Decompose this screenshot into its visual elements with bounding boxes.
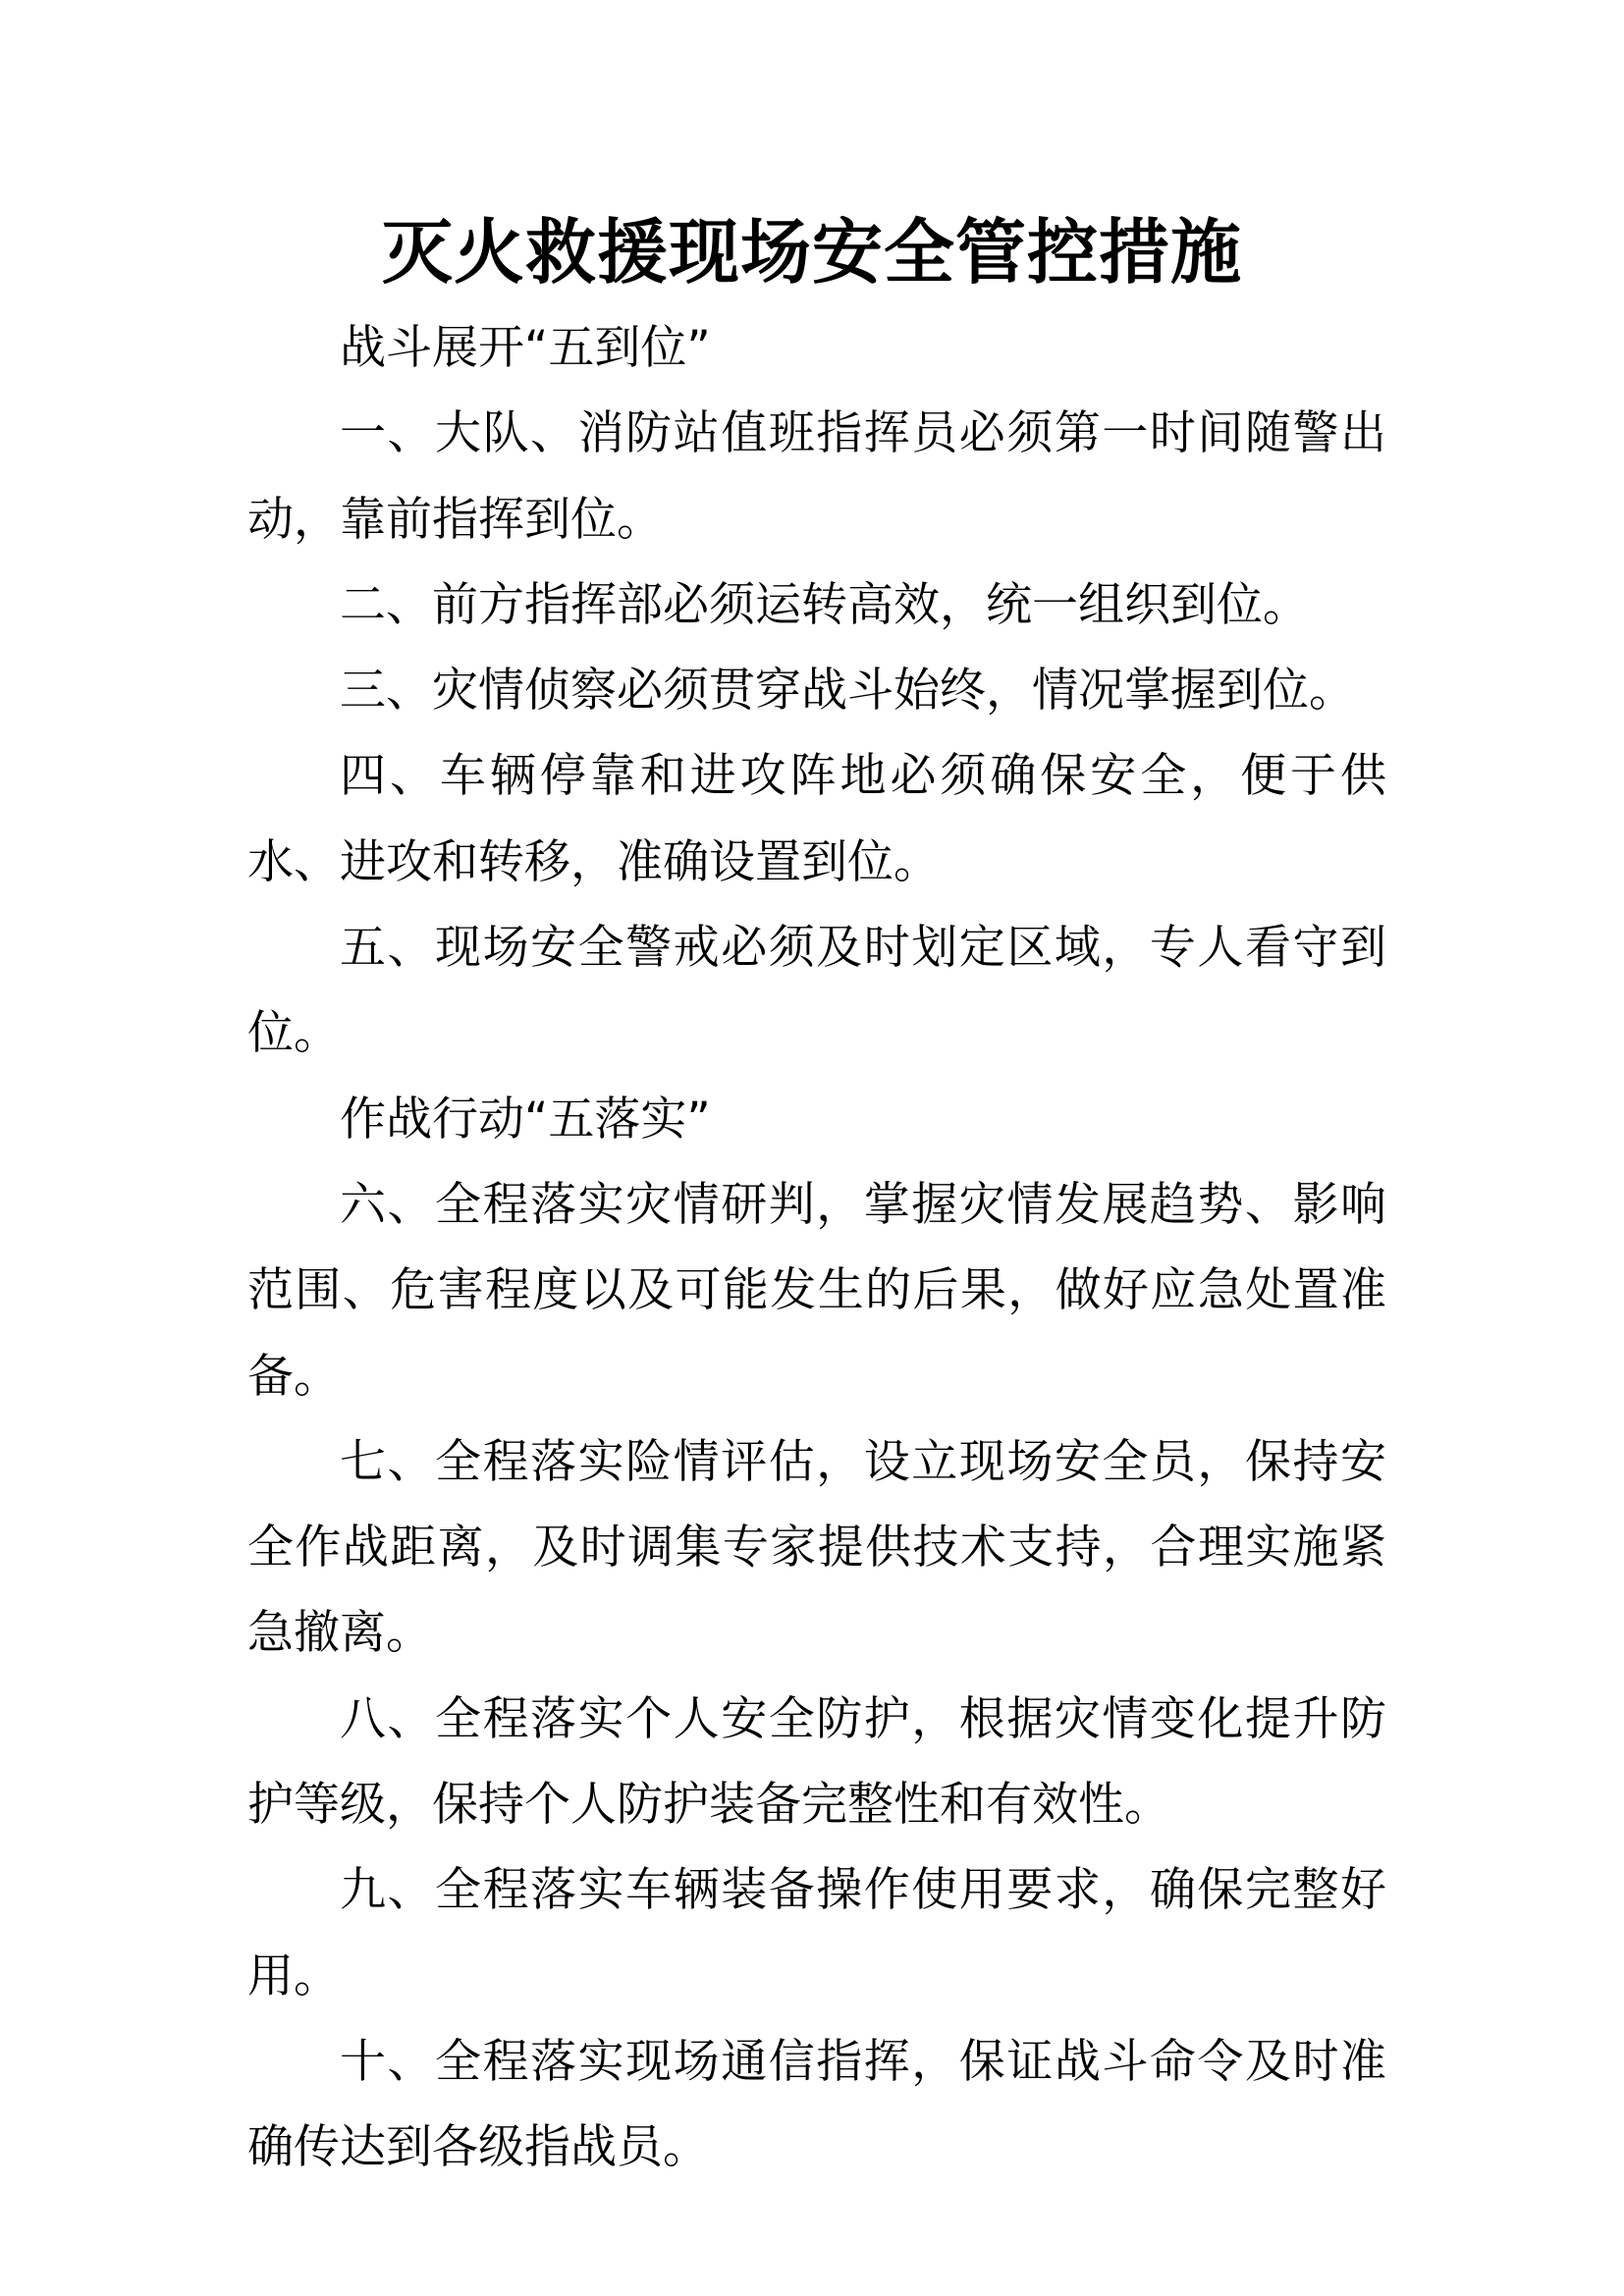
document-title: 灭火救援现场安全管控措施: [381, 211, 1242, 294]
paragraph: 十、全程落实现场通信指挥，保证战斗命令及时准确传达到各级指战员。: [247, 2034, 1386, 2175]
document-body: [247, 305, 1386, 2191]
paragraph: 二、前方指挥部必须运转高效，统一组织到位。: [340, 577, 1309, 632]
paragraph: 三、灾情侦察必须贯穿战斗始终，情况掌握到位。: [340, 664, 1355, 719]
paragraph: 五、现场安全警戒必须及时划定区域，专人看守到位。: [247, 921, 1386, 1061]
section-heading: 战斗展开“五到位”: [340, 321, 711, 375]
paragraph: 七、全程落实险情评估，设立现场安全员，保持安全作战距离，及时调集专家提供技术支持，合理实施紧急撤离。: [247, 1434, 1386, 1661]
paragraph: 四、车辆停靠和进攻阵地必须确保安全，便于供水、进攻和转移，准确设置到位。: [247, 749, 1386, 889]
paragraph: 八、全程落实个人安全防护，根据灾情变化提升防护等级，保持个人防护装备完整性和有效性。: [247, 1691, 1386, 1833]
paragraph: 九、全程落实车辆装备操作使用要求，确保完整好用。: [247, 1863, 1386, 2003]
paragraph: 六、全程落实灾情研判，掌握灾情发展趋势、影响范围、危害程度以及可能发生的后果，做好应急处置准备。: [247, 1177, 1386, 1404]
section-heading: 作战行动“五落实”: [340, 1092, 711, 1147]
paragraph: 一、大队、消防站值班指挥员必须第一时间随警出动，靠前指挥到位。: [247, 406, 1386, 547]
